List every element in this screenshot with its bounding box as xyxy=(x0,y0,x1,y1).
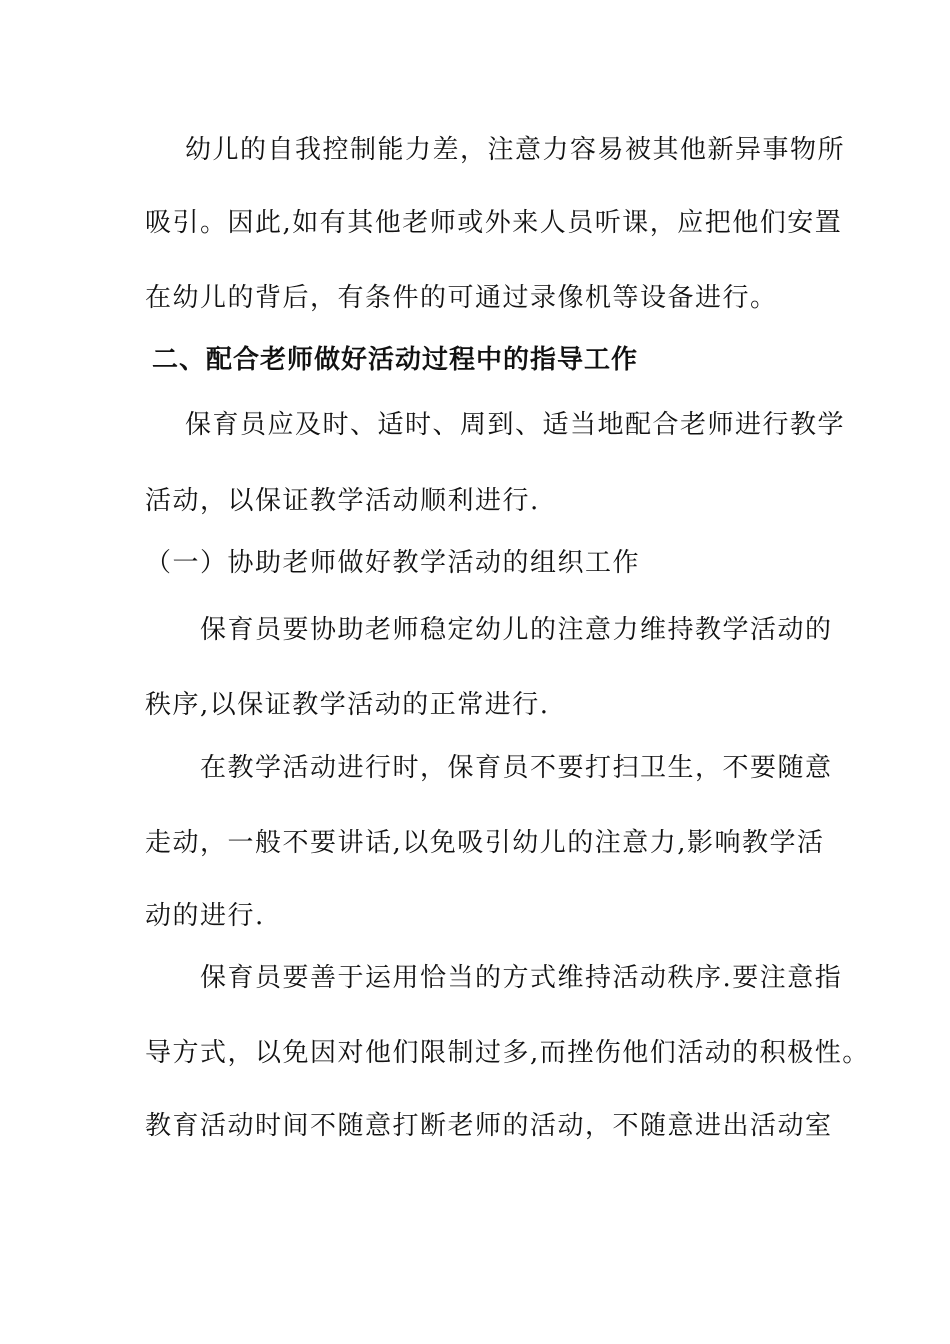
paragraph-line-9: 走动，一般不要讲话,以免吸引幼儿的注意力,影响教学活 xyxy=(145,828,825,858)
paragraph-line-12: 导方式，以免因对他们限制过多,而挫伤他们活动的积极性。 xyxy=(145,1038,870,1068)
paragraph-line-6: 保育员要协助老师稳定幼儿的注意力维持教学活动的 xyxy=(200,615,833,645)
paragraph-line-2: 吸引。因此,如有其他老师或外来人员听课，应把他们安置 xyxy=(145,208,843,238)
paragraph-line-7: 秩序,以保证教学活动的正常进行. xyxy=(145,690,550,720)
paragraph-line-3: 在幼儿的背后，有条件的可通过录像机等设备进行。 xyxy=(145,283,778,313)
section-heading: 二、配合老师做好活动过程中的指导工作 xyxy=(152,345,639,375)
paragraph-line-1: 幼儿的自我控制能力差，注意力容易被其他新异事物所 xyxy=(185,135,846,165)
paragraph-line-8: 在教学活动进行时，保育员不要打扫卫生，不要随意 xyxy=(200,753,833,783)
paragraph-line-11: 保育员要善于运用恰当的方式维持活动秩序.要注意指 xyxy=(200,963,843,993)
subsection-heading: （一）协助老师做好教学活动的组织工作 xyxy=(145,548,641,578)
paragraph-line-13: 教育活动时间不随意打断老师的活动，不随意进出活动室 xyxy=(145,1111,833,1141)
paragraph-line-10: 动的进行. xyxy=(145,901,265,931)
paragraph-line-5: 活动，以保证教学活动顺利进行. xyxy=(145,486,540,516)
paragraph-line-4: 保育员应及时、适时、周到、适当地配合老师进行教学 xyxy=(185,410,846,440)
